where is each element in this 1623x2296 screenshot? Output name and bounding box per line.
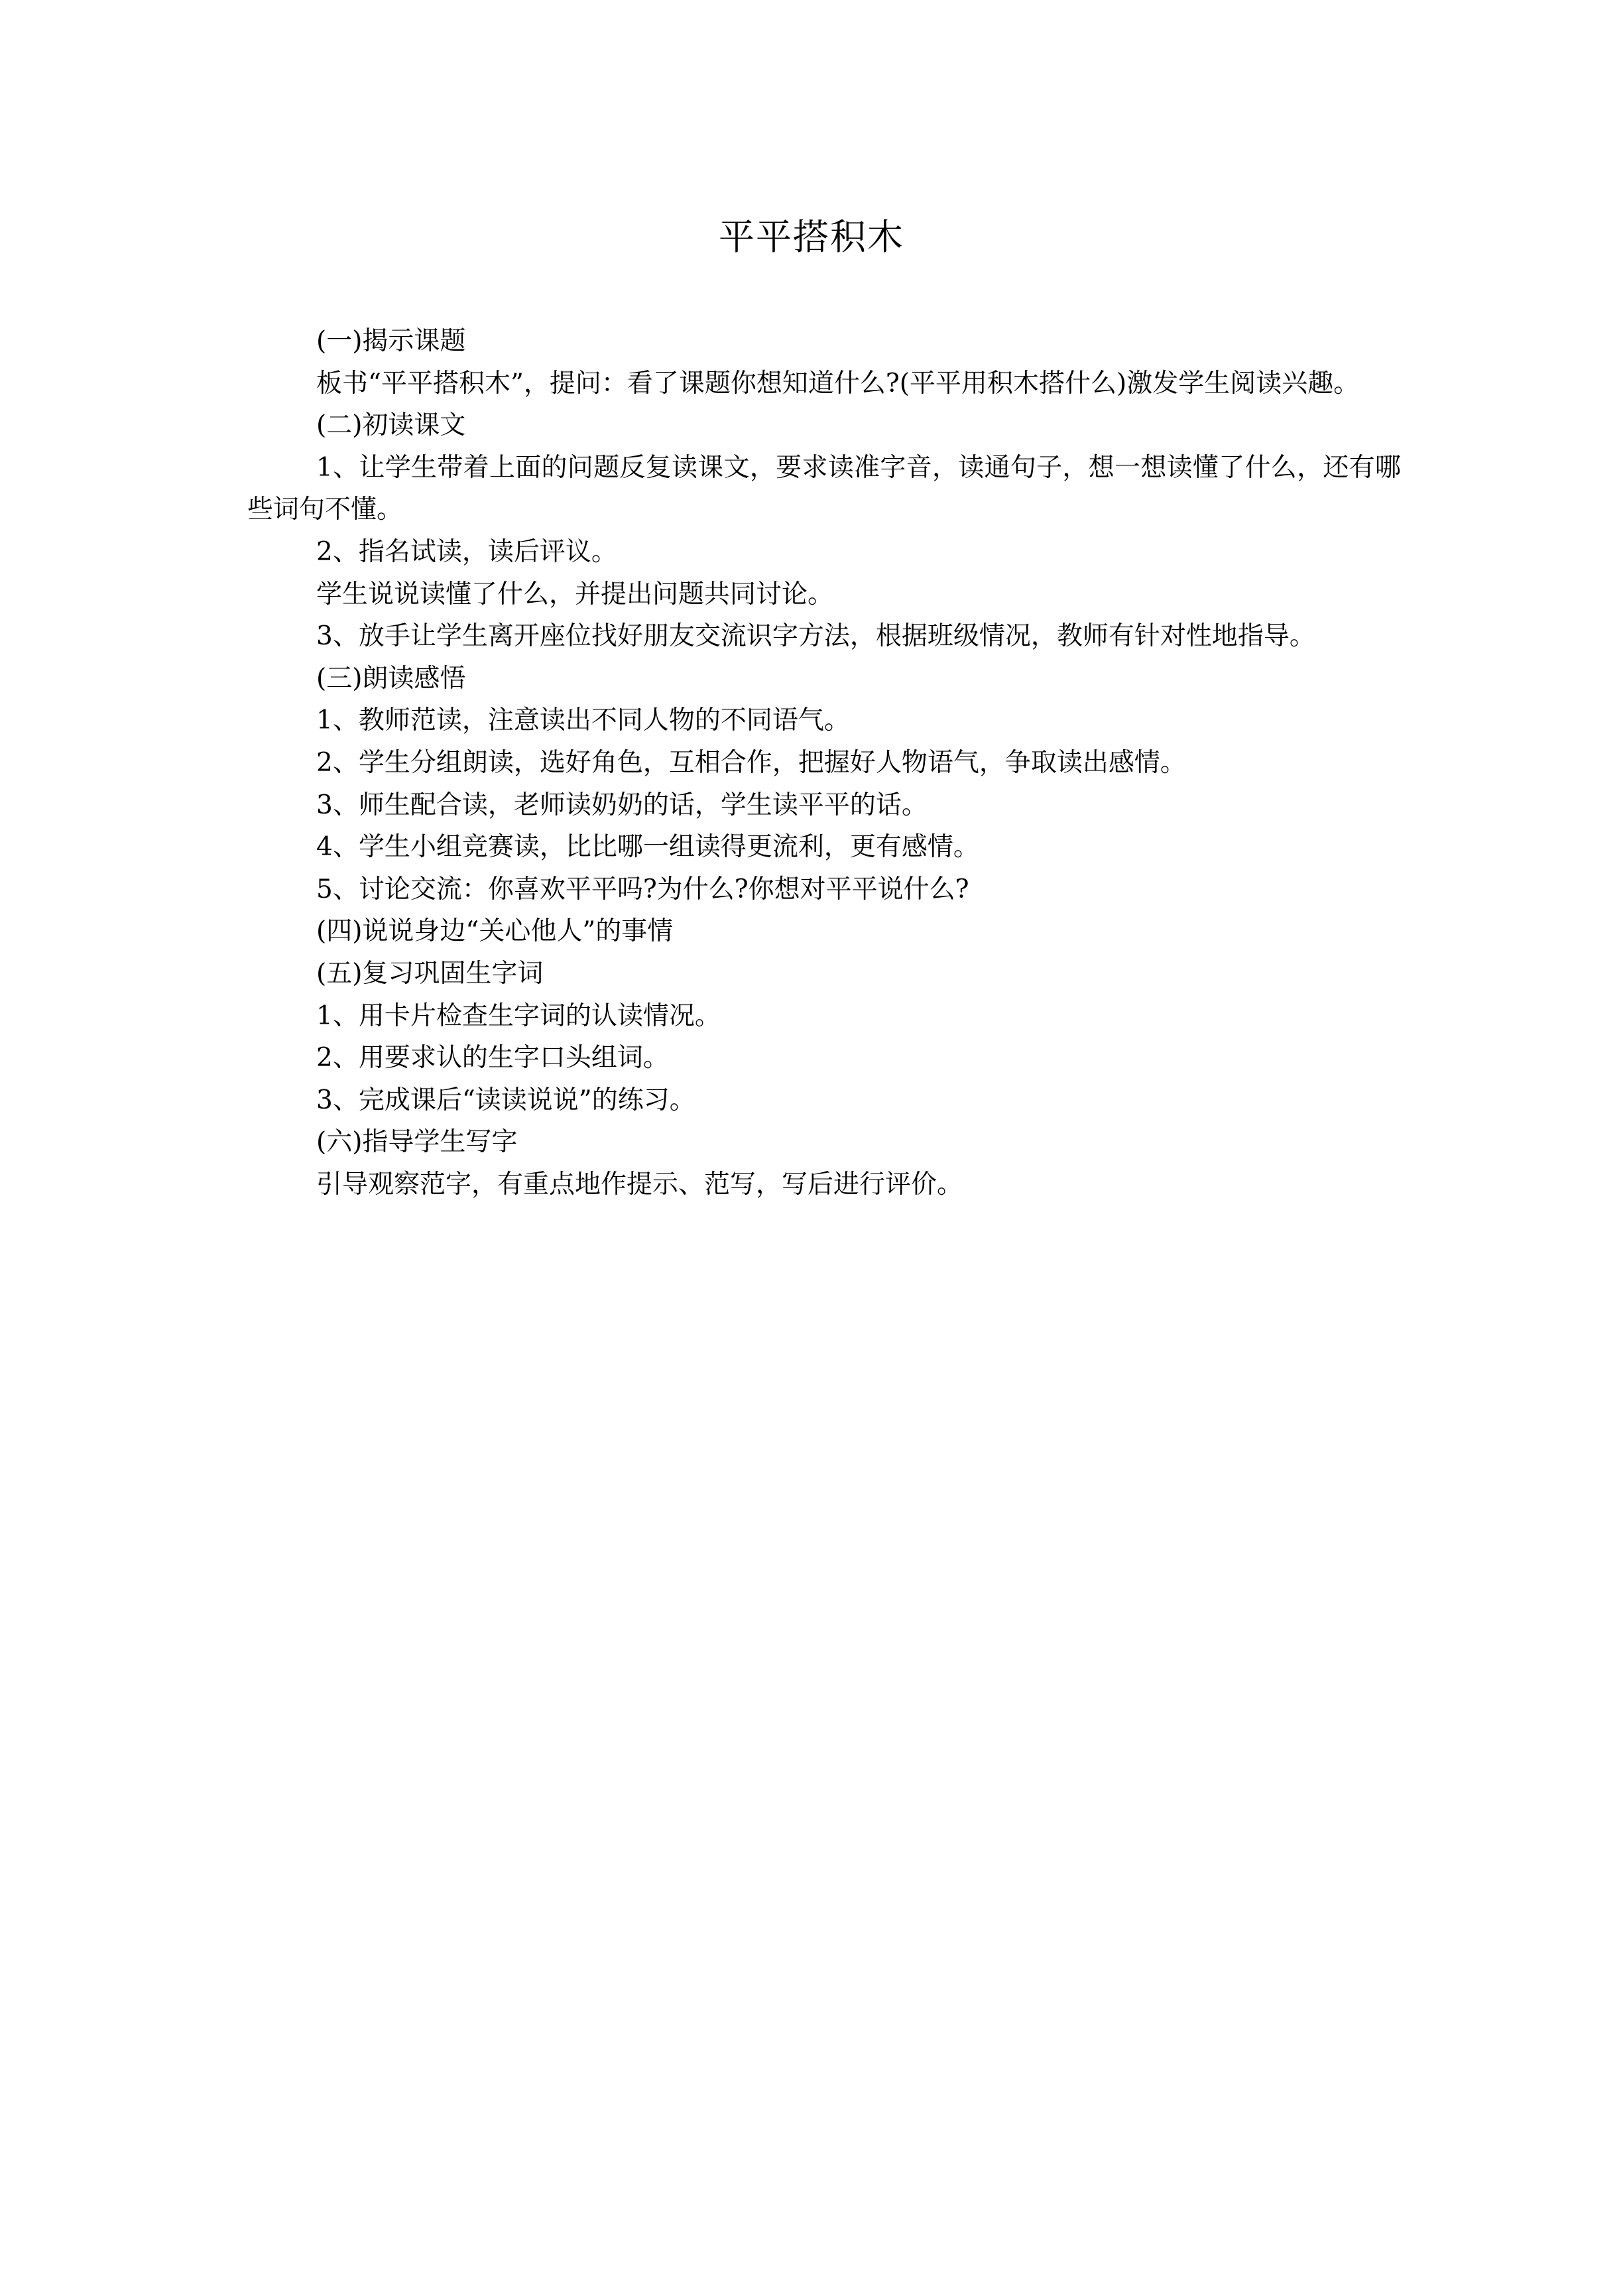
document-title: 平平搭积木 (719, 216, 904, 258)
paragraph: 引导观察范字，有重点地作提示、范写，写后进行评价。 (316, 1169, 963, 1199)
paragraph: 3、放手让学生离开座位找好朋友交流识字方法，根据班级情况，教师有针对性地指导。 (316, 621, 1315, 652)
paragraph: 2、指名试读，读后评议。 (316, 536, 617, 567)
section-heading: (二)初读课文 (316, 410, 466, 441)
paragraph: 5、讨论交流：你喜欢平平吗?为什么?你想对平平说什么? (316, 874, 969, 904)
section-heading: (五)复习巩固生字词 (316, 958, 544, 989)
paragraph: 3、完成课后“读读说说”的练习。 (316, 1085, 695, 1115)
paragraph: 学生说说读懂了什么，并提出问题共同讨论。 (316, 579, 834, 609)
paragraph: 2、学生分组朗读，选好角色，互相合作，把握好人物语气，争取读出感情。 (316, 747, 1186, 778)
section-heading: (三)朗读感悟 (316, 663, 466, 694)
paragraph: 2、用要求认的生字口头组词。 (316, 1043, 669, 1073)
paragraph: 板书“平平搭积木”，提问：看了课题你想知道什么?(平平用积木搭什么)激发学生阅读兴趣。 (316, 368, 1360, 398)
paragraph: 1、教师范读，注意读出不同人物的不同语气。 (316, 705, 850, 736)
document-body (247, 320, 1401, 1205)
paragraph: 3、师生配合读，老师读奶奶的话，学生读平平的话。 (316, 790, 928, 820)
paragraph: 1、让学生带着上面的问题反复读课文，要求读准字音，读通句子，想一想读懂了什么，还有哪些词句不懂。 (247, 452, 1401, 525)
paragraph: 1、用卡片检查生字词的认读情况。 (316, 1000, 721, 1031)
section-heading: (四)说说身边“关心他人”的事情 (316, 916, 674, 947)
section-heading: (六)指导学生写字 (316, 1127, 518, 1158)
paragraph: 4、学生小组竞赛读，比比哪一组读得更流利，更有感情。 (316, 832, 979, 863)
section-heading: (一)揭示课题 (316, 326, 466, 356)
